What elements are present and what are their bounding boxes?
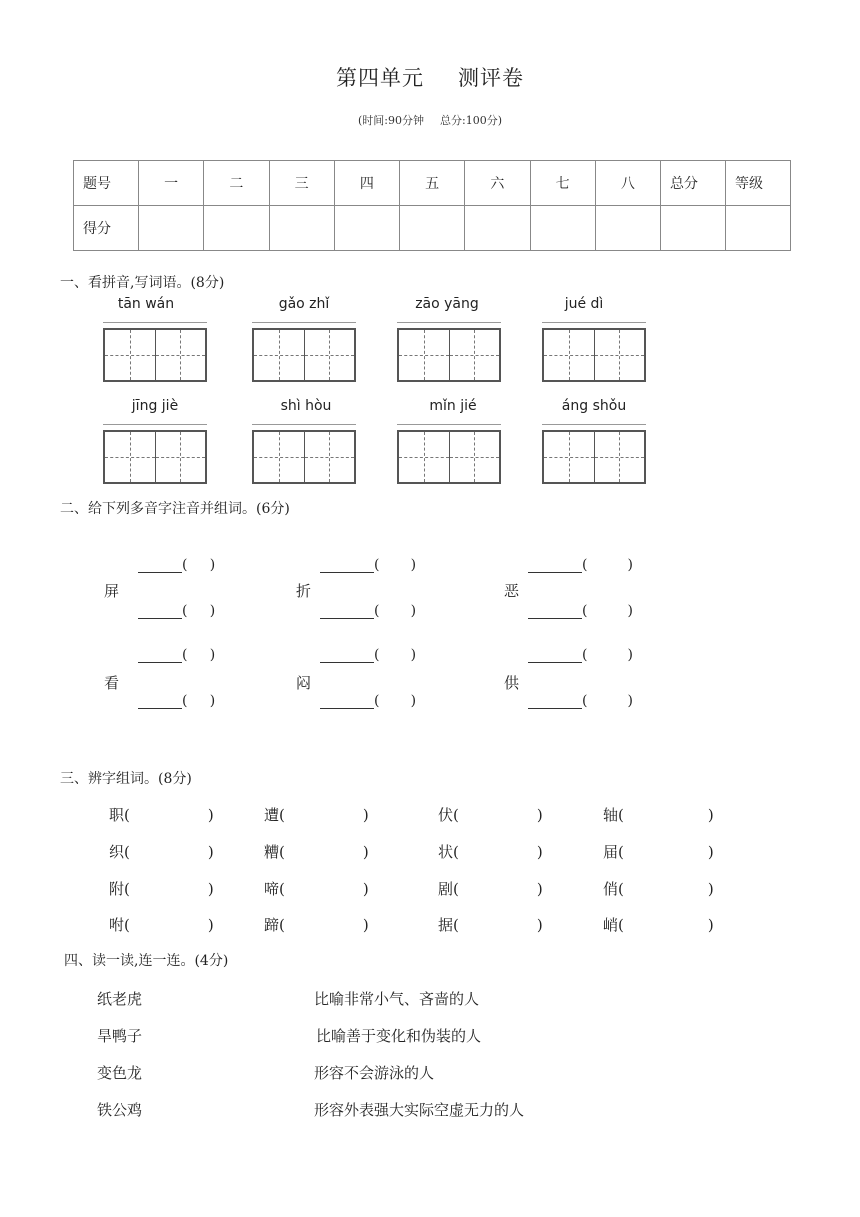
answer-blank[interactable]: ( ) — [528, 556, 633, 573]
score-input-cell[interactable] — [334, 206, 399, 251]
char-pair-item[interactable]: 俏( ) — [603, 880, 714, 898]
char-pair-item[interactable]: 峭( ) — [603, 916, 714, 934]
time-limit: (时间:90分钟 — [358, 114, 424, 127]
answer-blank[interactable]: ( ) — [138, 692, 215, 709]
score-table-header-cell: 七 — [530, 161, 595, 206]
grid-rule — [252, 322, 356, 323]
score-table-header-row — [74, 161, 791, 206]
answer-blank[interactable]: ( ) — [138, 602, 215, 619]
char-pair-item[interactable]: 伏( ) — [438, 806, 543, 824]
grid-rule — [397, 322, 501, 323]
score-table-header-cell: 八 — [595, 161, 660, 206]
score-table-header-cell: 四 — [334, 161, 399, 206]
char-pair-item[interactable]: 附( ) — [109, 880, 214, 898]
score-table — [73, 160, 791, 251]
char: 俏 — [603, 880, 619, 898]
score-input-cell[interactable] — [269, 206, 334, 251]
score-table-header-cell: 五 — [400, 161, 465, 206]
char-pair-item[interactable]: 咐( ) — [109, 916, 214, 934]
score-table-header-cell: 二 — [204, 161, 269, 206]
char: 峭 — [603, 916, 619, 934]
match-right-item[interactable]: 比喻善于变化和伪装的人 — [316, 1027, 482, 1045]
grid-rule — [103, 322, 207, 323]
char-pair-item[interactable]: 糟( ) — [264, 843, 369, 861]
match-right-item[interactable]: 形容外表强大实际空虚无力的人 — [314, 1101, 525, 1119]
score-table-header-cell: 三 — [269, 161, 334, 206]
char: 伏 — [438, 806, 454, 824]
score-input-cell[interactable] — [204, 206, 269, 251]
score-table-header-cell: 总分 — [661, 161, 726, 206]
char: 据 — [438, 916, 454, 934]
score-table-header-cell: 六 — [465, 161, 530, 206]
polyphone-char: 供 — [504, 674, 520, 692]
answer-blank[interactable]: ( ) — [138, 556, 215, 573]
page-subtitle — [0, 112, 860, 128]
answer-blank[interactable]: ( ) — [528, 646, 633, 663]
score-table-header-cell: 等级 — [726, 161, 791, 206]
score-row-label: 得分 — [74, 206, 139, 251]
char: 咐 — [109, 916, 125, 934]
score-input-cell[interactable] — [661, 206, 726, 251]
polyphone-char: 恶 — [504, 582, 520, 600]
writing-grid[interactable] — [252, 328, 356, 382]
char: 届 — [603, 843, 619, 861]
grid-rule — [542, 322, 646, 323]
char-pair-item[interactable]: 届( ) — [603, 843, 714, 861]
pinyin-label: gǎo zhǐ — [278, 296, 330, 312]
pinyin-label: shì hòu — [280, 398, 332, 414]
char: 啼 — [264, 880, 280, 898]
char: 附 — [109, 880, 125, 898]
answer-blank[interactable]: ( ) — [528, 602, 633, 619]
char: 剧 — [438, 880, 454, 898]
answer-blank[interactable]: ( ) — [138, 646, 215, 663]
polyphone-char: 闷 — [296, 674, 312, 692]
char: 状 — [438, 843, 454, 861]
char-pair-item[interactable]: 织( ) — [109, 843, 214, 861]
char-pair-item[interactable]: 啼( ) — [264, 880, 369, 898]
polyphone-char: 屏 — [104, 582, 120, 600]
char: 糟 — [264, 843, 280, 861]
total-score: 总分:100分) — [440, 114, 502, 127]
score-input-cell[interactable] — [465, 206, 530, 251]
score-input-cell[interactable] — [530, 206, 595, 251]
match-left-item[interactable]: 纸老虎 — [97, 990, 143, 1008]
char: 遭 — [264, 806, 280, 824]
char-pair-item[interactable]: 遭( ) — [264, 806, 369, 824]
answer-blank[interactable]: ( ) — [320, 556, 416, 573]
pinyin-label: zāo yāng — [415, 296, 479, 312]
pinyin-label: tān wán — [117, 296, 175, 312]
writing-grid[interactable] — [397, 430, 501, 484]
score-input-cell[interactable] — [726, 206, 791, 251]
match-right-item[interactable]: 比喻非常小气、吝啬的人 — [314, 990, 480, 1008]
title-unit: 第四单元 — [336, 66, 424, 90]
score-table-header-cell: 一 — [139, 161, 204, 206]
match-left-item[interactable]: 旱鸭子 — [97, 1027, 143, 1045]
char-pair-item[interactable]: 据( ) — [438, 916, 543, 934]
char-pair-item[interactable]: 轴( ) — [603, 806, 714, 824]
writing-grid[interactable] — [542, 328, 646, 382]
grid-rule — [252, 424, 356, 425]
section4-heading: 四、读一读,连一连。(4分) — [64, 953, 229, 969]
writing-grid[interactable] — [103, 430, 207, 484]
match-left-item[interactable]: 变色龙 — [97, 1064, 143, 1082]
char: 织 — [109, 843, 125, 861]
page-title — [0, 62, 860, 92]
char: 蹄 — [264, 916, 280, 934]
char: 职 — [109, 806, 125, 824]
score-table-score-row — [74, 206, 791, 251]
match-right-item[interactable]: 形容不会游泳的人 — [314, 1064, 435, 1082]
pinyin-label: jīng jiè — [131, 398, 179, 414]
section3-heading: 三、辨字组词。(8分) — [60, 771, 192, 787]
pinyin-label: mǐn jié — [429, 398, 477, 414]
writing-grid[interactable] — [252, 430, 356, 484]
section2-heading: 二、给下列多音字注音并组词。(6分) — [60, 501, 290, 517]
answer-blank[interactable]: ( ) — [320, 692, 416, 709]
answer-blank[interactable]: ( ) — [528, 692, 633, 709]
char: 轴 — [603, 806, 619, 824]
writing-grid[interactable] — [397, 328, 501, 382]
score-input-cell[interactable] — [595, 206, 660, 251]
grid-rule — [103, 424, 207, 425]
grid-rule — [542, 424, 646, 425]
writing-grid[interactable] — [542, 430, 646, 484]
score-input-cell[interactable] — [400, 206, 465, 251]
match-left-item[interactable]: 铁公鸡 — [97, 1101, 143, 1119]
char-pair-item[interactable]: 蹄( ) — [264, 916, 369, 934]
pinyin-label: áng shǒu — [561, 398, 627, 414]
title-test: 测评卷 — [458, 66, 524, 90]
char-pair-item[interactable]: 剧( ) — [438, 880, 543, 898]
section1-heading: 一、看拼音,写词语。(8分) — [60, 275, 225, 291]
writing-grid[interactable] — [103, 328, 207, 382]
answer-blank[interactable]: ( ) — [320, 602, 416, 619]
polyphone-char: 看 — [104, 674, 120, 692]
grid-rule — [397, 424, 501, 425]
pinyin-label: jué dì — [564, 296, 604, 312]
char-pair-item[interactable]: 状( ) — [438, 843, 543, 861]
score-table-header-cell: 题号 — [74, 161, 139, 206]
char-pair-item[interactable]: 职( ) — [109, 806, 214, 824]
answer-blank[interactable]: ( ) — [320, 646, 416, 663]
polyphone-char: 折 — [296, 582, 312, 600]
score-input-cell[interactable] — [139, 206, 204, 251]
